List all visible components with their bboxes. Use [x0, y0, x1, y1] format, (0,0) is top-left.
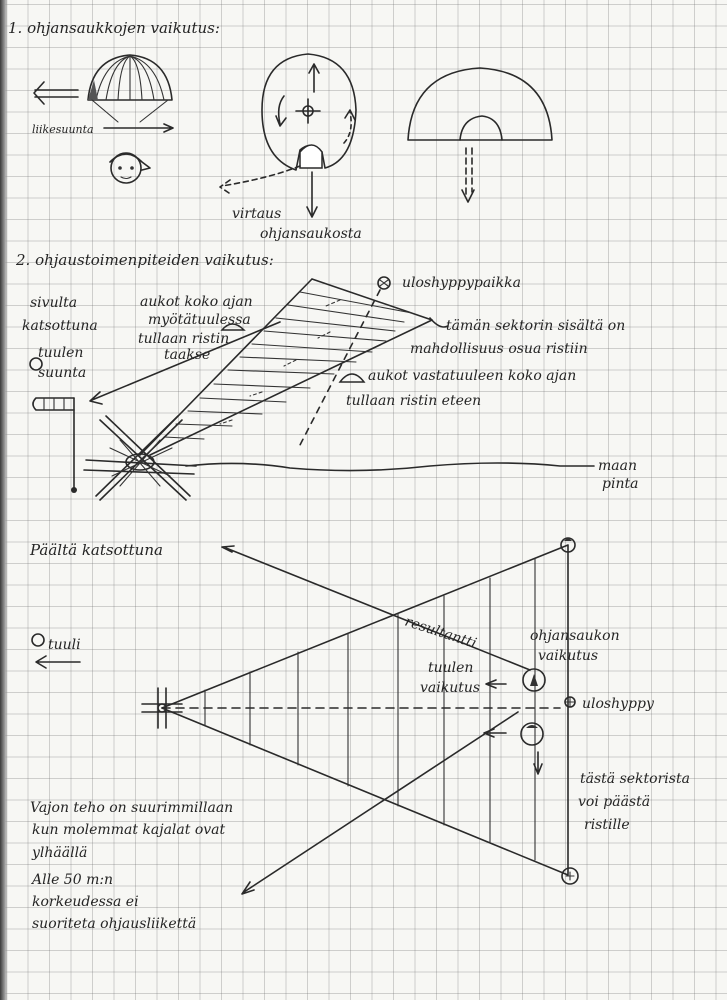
canopy-top-view: [220, 54, 356, 217]
holes-always-line4: taakse: [164, 347, 211, 363]
top-view-label: Päältä katsottuna: [30, 541, 163, 559]
headwind-note-line2: tullaan ristin eteen: [346, 393, 482, 409]
section1-title: 1. ohjansaukkojen vaikutus:: [8, 19, 220, 37]
jumper-head-icon: [110, 153, 150, 183]
canopy-top-icon-upper: [523, 669, 545, 691]
exit-label: uloshyppy: [582, 696, 654, 712]
canopy-top-icon-lower: [521, 723, 543, 774]
wind-effect-line1: tuulen: [428, 660, 474, 676]
note-line6: suoriteta ohjausliikettä: [32, 916, 197, 932]
wind-effect-arrow: [486, 680, 506, 688]
canopy-side-view: [408, 68, 552, 202]
wind-circle-icon: [30, 358, 42, 370]
from-sector-line1: tästä sektorista: [580, 771, 690, 787]
wind-arrow: [36, 656, 80, 668]
note-line1: Vajon teho on suurimmillaan: [30, 800, 234, 816]
exit-point-label: uloshyppypaikka: [402, 275, 521, 291]
headwind-note-line1: aukot vastatuuleen koko ajan: [368, 368, 577, 384]
wind-direction-line1: tuulen: [38, 345, 84, 361]
movement-arrow-icon: [34, 82, 78, 104]
steer-effect-line1: ohjansaukon: [530, 628, 620, 644]
corner-marker-bottom: [562, 868, 578, 884]
small-canopy-icon: [340, 374, 364, 382]
movement-direction-label: liikesuunta: [32, 123, 94, 136]
wind-label: tuuli: [48, 637, 81, 653]
side-view-line1: sivulta: [30, 295, 78, 311]
wind-flag-icon: [33, 398, 77, 493]
note-line2: kun molemmat kajalat ovat: [32, 822, 226, 838]
ground-cross-target: [84, 416, 196, 500]
wind-effect-line2: vaikutus: [420, 680, 481, 696]
note-line5: korkeudessa ei: [32, 894, 139, 910]
note-line3: ylhäällä: [32, 845, 88, 861]
resultant-label: resultantti: [402, 613, 479, 652]
holes-always-line2: myötätuulessa: [148, 312, 251, 328]
wind-circle-icon: [32, 634, 44, 646]
movement-direction-arrow: [104, 124, 173, 132]
section2-title: 2. ohjaustoimenpiteiden vaikutus:: [16, 251, 274, 269]
lower-wind-arrow: [484, 729, 506, 737]
flow-label-line1: virtaus: [232, 206, 282, 222]
ground-surface-line: [186, 463, 594, 471]
note-line4: Alle 50 m:n: [32, 872, 114, 888]
side-view-line2: katsottuna: [22, 318, 98, 334]
steer-effect-line2: vaikutus: [538, 648, 599, 664]
sector-note-line1: tämän sektorin sisältä on: [446, 318, 626, 334]
holes-always-line3: tullaan ristin: [138, 331, 230, 347]
ground-label-line1: maan: [598, 458, 637, 474]
parachute-canopy-front: [88, 55, 172, 122]
wind-direction-line2: suunta: [38, 365, 87, 381]
holes-always-line1: aukot koko ajan: [140, 294, 253, 310]
ground-label-line2: pinta: [602, 476, 639, 492]
flow-label-line2: ohjansaukosta: [260, 226, 362, 242]
sector-note-line2: mahdollisuus osua ristiin: [410, 341, 588, 357]
top-view-sector: [162, 545, 568, 894]
from-sector-line2: voi päästä: [578, 794, 651, 810]
from-sector-line3: ristille: [584, 817, 630, 833]
